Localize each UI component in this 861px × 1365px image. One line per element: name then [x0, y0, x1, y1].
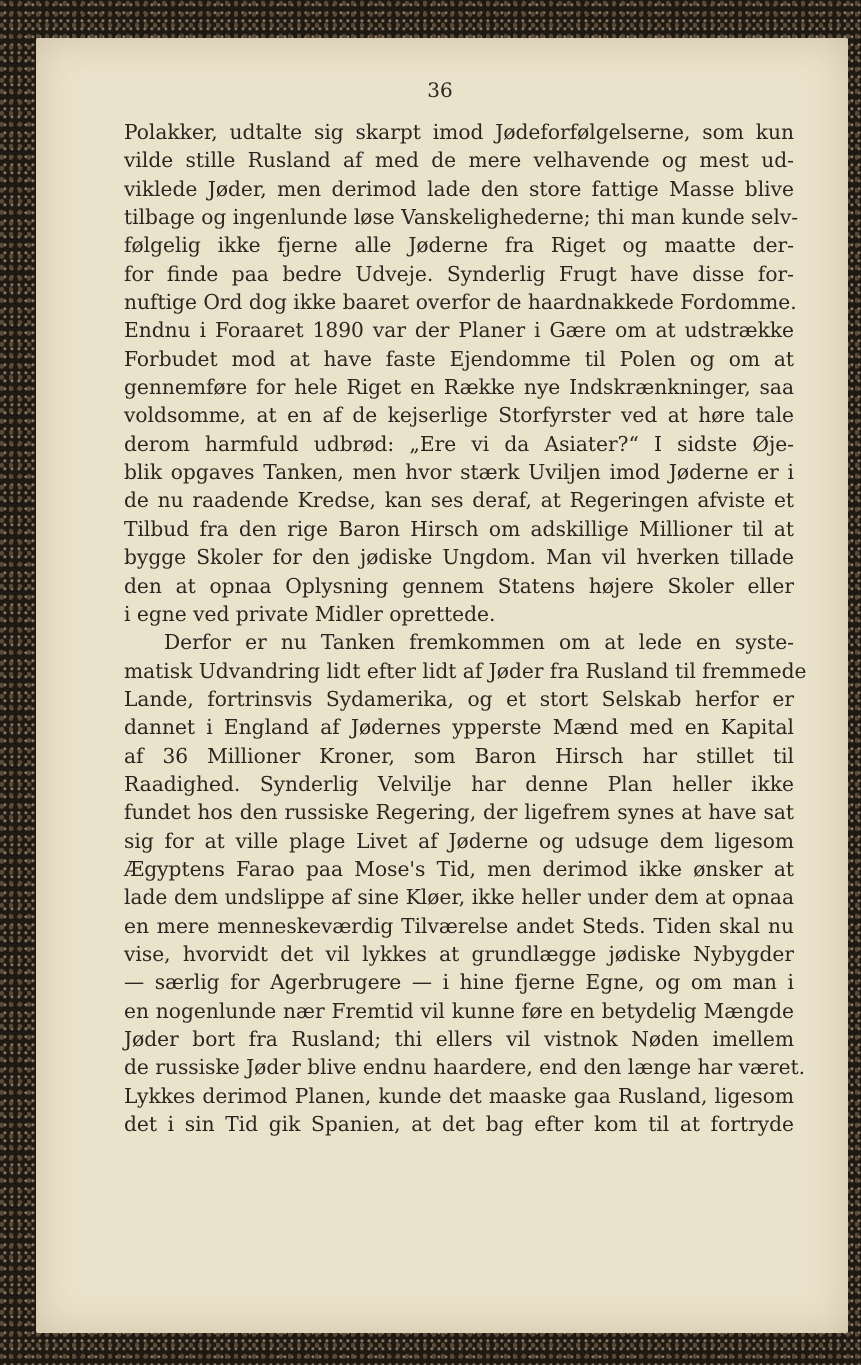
- text-line: Derfor er nu Tanken fremkommen om at lede en syste-: [164, 630, 794, 655]
- text-line: Ægyptens Farao paa Mose's Tid, men derimod ikke ønsker at: [124, 856, 794, 881]
- body-text: [124, 118, 807, 1138]
- page-number: 36: [427, 78, 453, 102]
- text-line: den at opnaa Oplysning gennem Statens højere Skoler eller: [124, 573, 794, 598]
- text-line: matisk Udvandring lidt efter lidt af Jøder fra Rusland til fremmede: [124, 658, 807, 683]
- text-line: tilbage og ingenlunde løse Vanskelighederne; thi man kunde selv-: [124, 205, 799, 230]
- text-line: Polakker, udtalte sig skarpt imod Jødeforfølgelserne, som kun: [124, 120, 794, 144]
- text-line: nuftige Ord dog ikke baaret overfor de haardnakkede Fordomme.: [124, 290, 797, 315]
- text-line: Tilbud fra den rige Baron Hirsch om adskillige Millioner til at: [124, 516, 794, 541]
- text-line: derom harmfuld udbrød: „Ere vi da Asiater?“ I sidste Øje-: [124, 431, 794, 456]
- text-line: Raadighed. Synderlig Velvilje har denne Plan heller ikke: [124, 771, 794, 796]
- text-line: sig for at ville plage Livet af Jøderne og udsuge dem ligesom: [124, 828, 794, 853]
- text-line: — særlig for Agerbrugere — i hine fjerne Egne, og om man i: [124, 970, 794, 995]
- text-line: Lande, fortrinsvis Sydamerika, og et stort Selskab herfor er: [124, 686, 794, 711]
- text-line: fundet hos den russiske Regering, der ligefrem synes at have sat: [124, 800, 794, 825]
- text-line: lade dem undslippe af sine Kløer, ikke heller under dem at opnaa: [124, 885, 794, 910]
- text-line: for finde paa bedre Udveje. Synderlig Frugt have disse for-: [124, 261, 794, 286]
- text-line: vilde stille Rusland af med de mere velhavende og mest ud-: [124, 148, 794, 173]
- text-line: vise, hvorvidt det vil lykkes at grundlægge jødiske Nybygder: [124, 941, 794, 966]
- text-line: voldsomme, at en af de kejserlige Storfyrster ved at høre tale: [124, 403, 794, 428]
- text-line: Jøder bort fra Rusland; thi ellers vil vistnok Nøden imellem: [124, 1027, 794, 1051]
- text-line: gennemføre for hele Riget en Række nye Indskrænkninger, saa: [124, 375, 794, 400]
- text-line: Forbudet mod at have faste Ejendomme til Polen og om at: [124, 346, 794, 371]
- text-line: en mere menneskeværdig Tilværelse andet Steds. Tiden skal nu: [124, 913, 794, 938]
- text-line: de russiske Jøder blive endnu haardere, end den længe har været.: [124, 1055, 806, 1080]
- text-line: i egne ved private Midler oprettede.: [124, 601, 496, 626]
- text-line: det i sin Tid gik Spanien, at det bag efter kom til at fortryde: [124, 1112, 794, 1137]
- text-line: følgelig ikke fjerne alle Jøderne fra Riget og maatte der-: [124, 233, 794, 258]
- text-line: viklede Jøder, men derimod lade den store fattige Masse blive: [124, 176, 794, 201]
- text-line: blik opgaves Tanken, men hvor stærk Uviljen imod Jøderne er i: [124, 460, 794, 485]
- text-line: en nogenlunde nær Fremtid vil kunne føre en betydelig Mængde: [124, 998, 794, 1023]
- text-line: Lykkes derimod Planen, kunde det maaske gaa Rusland, ligesom: [124, 1083, 794, 1108]
- text-line: dannet i England af Jødernes ypperste Mænd med en Kapital: [124, 715, 794, 740]
- text-line: Endnu i Foraaret 1890 var der Planer i Gære om at udstrække: [124, 318, 794, 343]
- text-line: af 36 Millioner Kroner, som Baron Hirsch har stillet til: [124, 743, 794, 768]
- text-line: bygge Skoler for den jødiske Ungdom. Man vil hverken tillade: [124, 545, 794, 570]
- text-line: de nu raadende Kredse, kan ses deraf, at Regeringen afviste et: [124, 488, 794, 513]
